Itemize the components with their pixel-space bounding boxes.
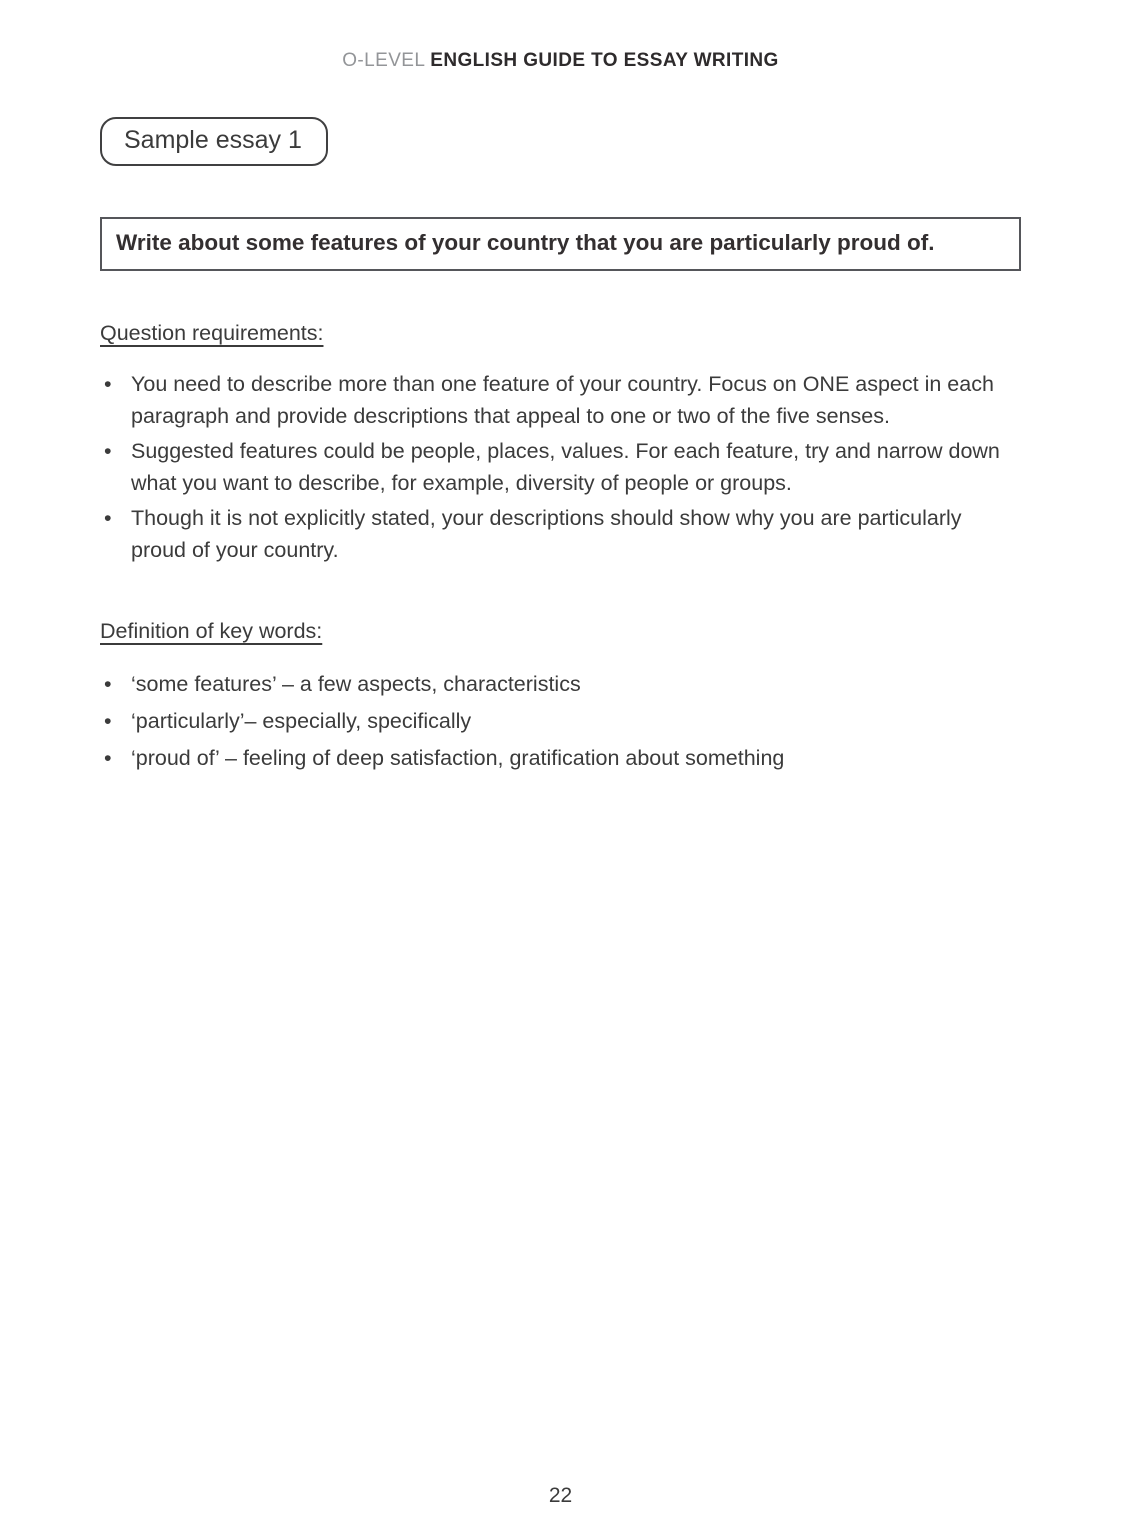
page-content [0, 72, 1121, 774]
sample-essay-badge: Sample essay 1 [100, 117, 328, 166]
list-item: • Though it is not explicitly stated, your descriptions should show why you are particularly proud of your country. [100, 502, 1010, 566]
essay-question-box: Write about some features of your country that you are particularly proud of. [100, 217, 1021, 271]
list-item: • Suggested features could be people, places, values. For each feature, try and narrow down what you want to describe, for example, diversity of people or groups. [100, 435, 1010, 499]
list-item: • ‘some features’ – a few aspects, characteristics [100, 668, 1010, 700]
list-item: • You need to describe more than one feature of your country. Focus on ONE aspect in each paragraph and provide descriptions that appeal to one or two of the five senses. [100, 368, 1010, 432]
page-number: 22 [548, 1484, 573, 1507]
list-item: • ‘proud of’ – feeling of deep satisfaction, gratification about something [100, 742, 1010, 774]
running-header [0, 0, 1121, 72]
list-item: • ‘particularly’– especially, specifically [100, 705, 1010, 737]
definitions-list [100, 668, 1010, 774]
header-book-title: ENGLISH GUIDE TO ESSAY WRITING [430, 50, 779, 71]
header-series-label: O-LEVEL [342, 50, 431, 71]
question-requirements-heading: Question requirements: [100, 321, 324, 345]
definitions-heading: Definition of key words: [100, 619, 323, 643]
question-requirements-list [100, 368, 1010, 566]
